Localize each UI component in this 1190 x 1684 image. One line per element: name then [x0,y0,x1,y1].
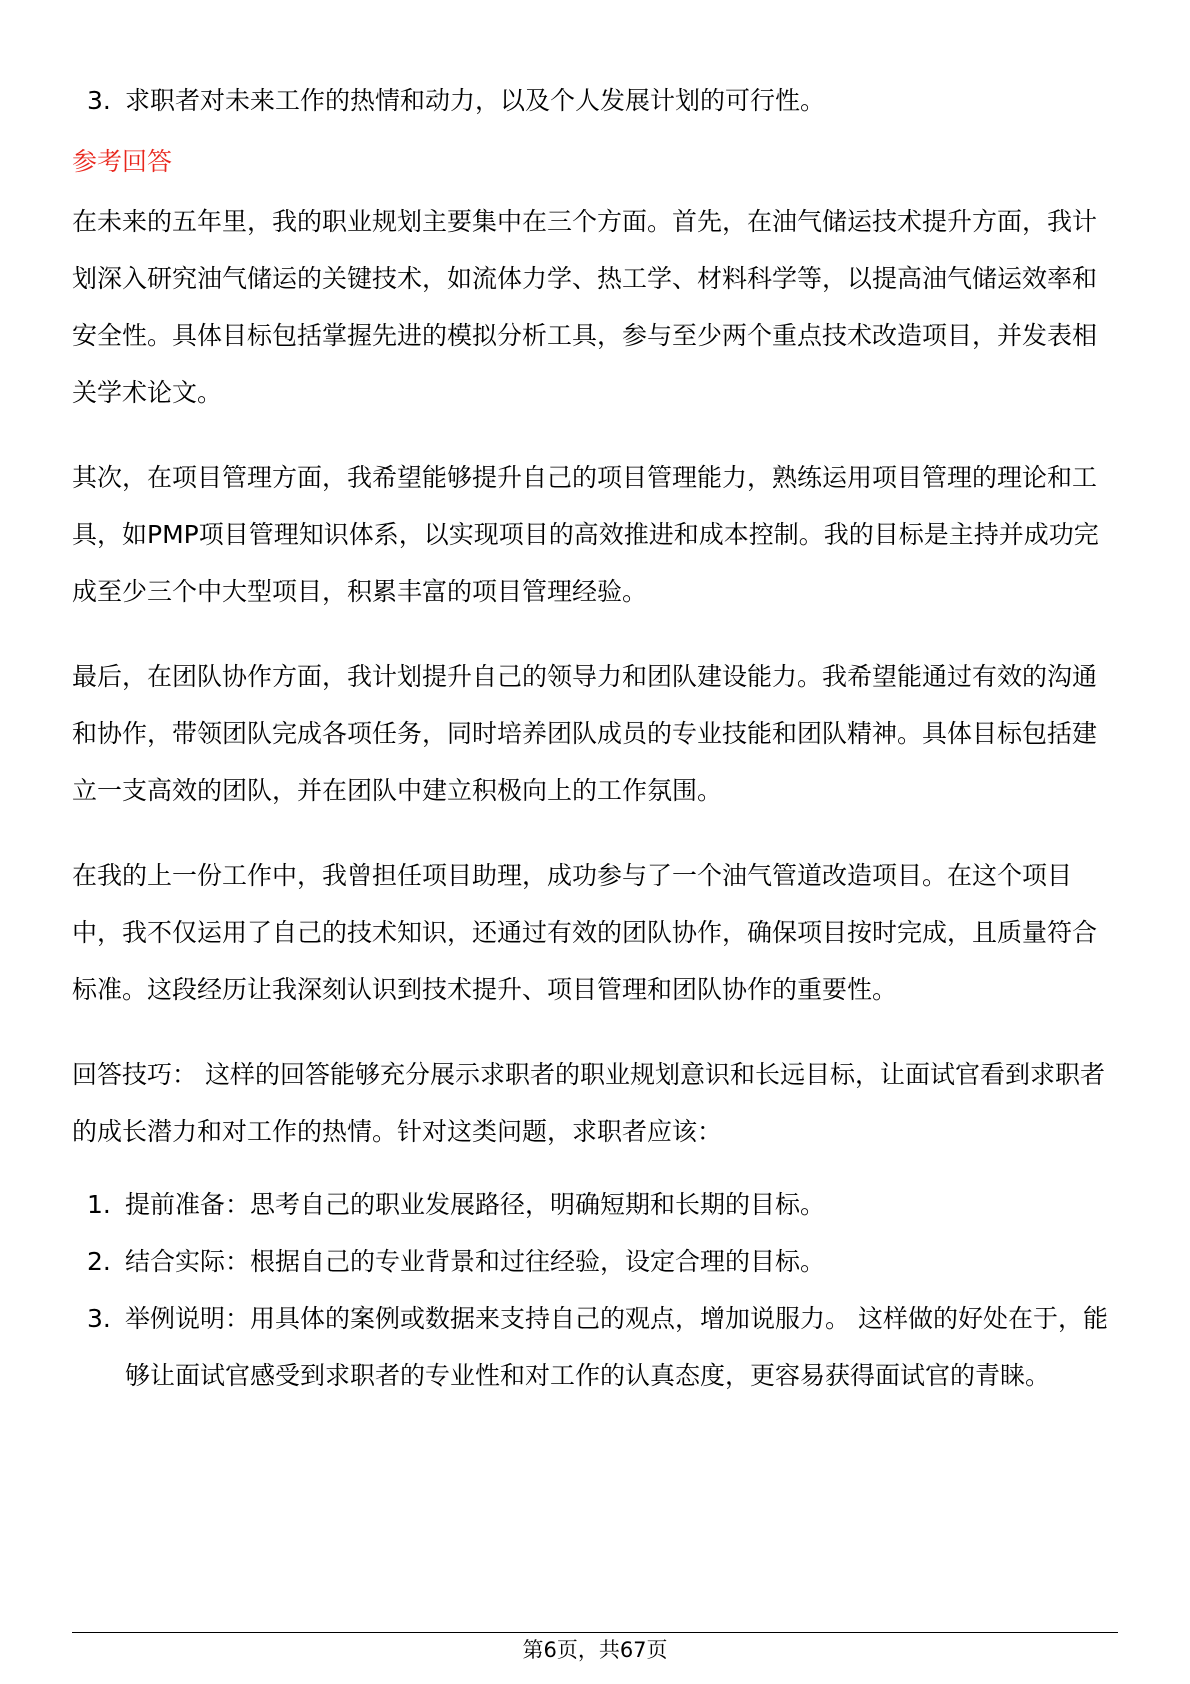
list-item [72,72,1120,129]
paragraph: 最后，在团队协作方面，我计划提升自己的领导力和团队建设能力。我希望能通过有效的沟通和协作，带领团队完成各项任务，同时培养团队成员的专业技能和团队精神。具体目标包括建立一支高效的团队，并在团队中建立积极向上的工作氛围。 [72,662,1098,805]
criteria-list [72,72,1120,129]
list-item-number: 1. [87,1190,111,1219]
paragraph: 在未来的五年里，我的职业规划主要集中在三个方面。首先，在油气储运技术提升方面，我计划深入研究油气储运的关键技术，如流体力学、热工学、材料科学等，以提高油气储运效率和安全性。具体目标包括掌握先进的模拟分析工具，参与至少两个重点技术改造项目，并发表相关学术论文。 [72,207,1098,407]
page-number: 第6页，共67页 [522,1638,668,1662]
tips-intro-paragraph: 回答技巧： 这样的回答能够充分展示求职者的职业规划意识和长远目标，让面试官看到求职者的成长潜力和对工作的热情。针对这类问题，求职者应该： [72,1060,1105,1146]
list-item [72,1233,1120,1290]
tips-list [72,1176,1120,1404]
list-item-number: 2. [87,1247,111,1276]
paragraph: 在我的上一份工作中，我曾担任项目助理，成功参与了一个油气管道改造项目。在这个项目中，我不仅运用了自己的技术知识，还通过有效的团队协作，确保项目按时完成，且质量符合标准。这段经历让我深刻认识到技术提升、项目管理和团队协作的重要性。 [72,861,1098,1004]
list-item-number: 3. [87,1304,111,1333]
page-content [72,72,1120,1404]
footer-divider [72,1632,1118,1633]
list-item-text: 举例说明：用具体的案例或数据来支持自己的观点，增加说服力。 这样做的好处在于，能够让面试官感受到求职者的专业性和对工作的认真态度，更容易获得面试官的青睐。 [125,1304,1108,1390]
paragraph: 其次，在项目管理方面，我希望能够提升自己的项目管理能力，熟练运用项目管理的理论和工具，如PMP项目管理知识体系，以实现项目的高效推进和成本控制。我的目标是主持并成功完成至少三个中大型项目，积累丰富的项目管理经验。 [72,463,1099,606]
list-item-text: 求职者对未来工作的热情和动力，以及个人发展计划的可行性。 [125,86,826,115]
list-item-text: 结合实际：根据自己的专业背景和过往经验，设定合理的目标。 [125,1247,826,1276]
list-item-number: 3. [87,86,111,115]
section-heading: 参考回答 [72,147,173,176]
list-item-text: 提前准备：思考自己的职业发展路径，明确短期和长期的目标。 [125,1190,826,1219]
list-item [72,1290,1120,1404]
list-item [72,1176,1120,1233]
